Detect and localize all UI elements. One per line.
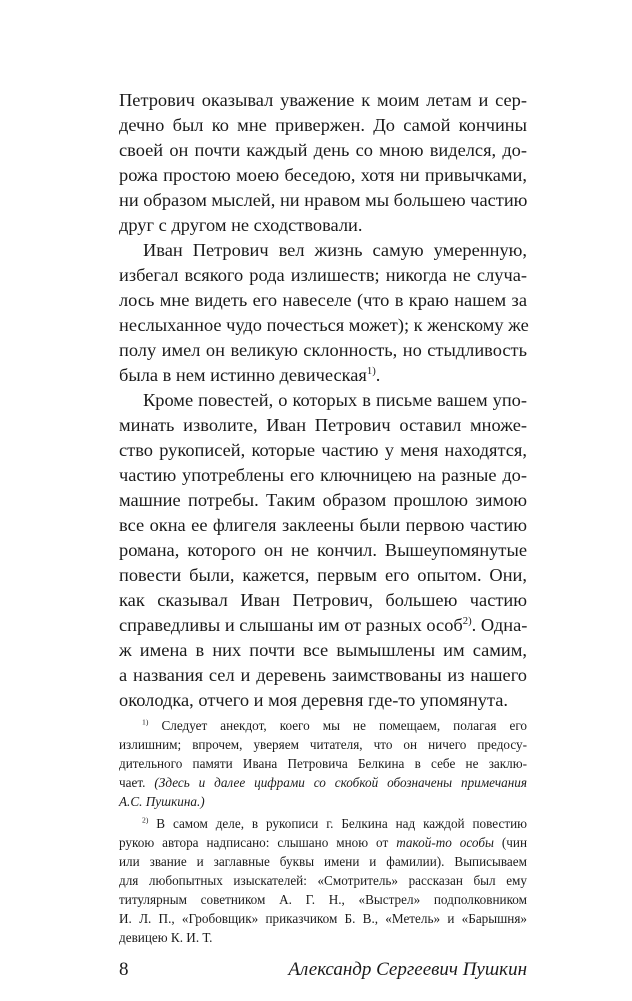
text-segment: рукою автора надписано: слышано мною от <box>119 835 389 850</box>
text-segment: . <box>471 615 477 635</box>
text-line: Иван Петрович вел жизнь самую умеренную, <box>143 240 527 260</box>
footnote-2-line <box>142 814 527 833</box>
text-line: дечно был ко мне привержен. До самой кончины <box>119 115 527 135</box>
text-line: рожа простою моею беседою, хотя ни привычками, <box>119 165 527 185</box>
text-line: полу имел он великую склонность, но стыдливость <box>119 340 527 360</box>
text-line: машние потребы. Таким образом прошлою зимою <box>119 490 527 510</box>
footnote-2-line: девицею К. И. Т. <box>119 930 213 945</box>
text-line: минать изволите, Иван Петрович оставил множе- <box>119 415 527 435</box>
text-line: лось мне видеть его навеселе (что в краю нашем за <box>119 290 527 310</box>
text-segment: была в нем истинно девическая <box>119 365 367 385</box>
footnote-1-line: дительного памяти Ивана Петровича Белкина в себе не заклю- <box>119 756 527 771</box>
text-line: ни образом мыслей, ни нравом мы большею частию <box>119 190 528 210</box>
text-line <box>119 363 527 388</box>
footnote-ref-1[interactable]: 1) <box>366 364 376 377</box>
footnote-2-line: титулярным советником А. Г. Н., «Выстрел» подполковником <box>119 892 527 907</box>
footnote-1-line: излишним; впрочем, уверяем читателя, что он ничего предосу- <box>119 737 527 752</box>
text-line: избегал всякого рода излишеств; никогда не случа- <box>119 265 527 285</box>
footnote-1-line <box>119 773 527 792</box>
footnote-1-line <box>142 716 527 735</box>
text-line: Кроме повестей, о которых в письме вашем упо- <box>143 390 527 410</box>
text-line: а названия сел и деревень заимствованы из нашего <box>119 665 527 685</box>
text-segment: Одна- <box>480 615 528 635</box>
text-segment: В самом деле, в рукописи г. Белкина над каждой повестию <box>156 816 528 831</box>
text-line: романа, которого он не кончил. Вышеупомянутые <box>119 540 527 560</box>
text-line: своей он почти каждый день со мною виделся, до- <box>119 140 527 160</box>
text-line: Петрович оказывал уважение к моим летам и сер- <box>119 90 527 110</box>
text-line: околодка, отчего и моя деревня где-то упомянута. <box>119 690 508 710</box>
text-line: неслыханное чудо почесться может); к женскому же <box>119 315 529 335</box>
footnote-2-marker: 2) <box>142 815 149 825</box>
text-segment: чает. <box>119 775 146 790</box>
text-line: как сказывал Иван Петрович, большею частию <box>119 590 527 610</box>
text-segment: (Здесь и далее цифрами со скобкой обозначены примечания <box>154 775 528 790</box>
footnote-1-line: А.С. Пушкина.) <box>119 794 205 809</box>
text-line <box>119 613 527 638</box>
text-line: ж имена в них почти все вымышлены им самим, <box>119 640 527 660</box>
footnote-2-line <box>119 833 527 852</box>
footnote-1-marker: 1) <box>142 717 149 727</box>
text-line: частию употреблены его ключницею на разные до- <box>119 465 527 485</box>
text-line: друг с другом не сходствовали. <box>119 215 363 235</box>
text-line: ство рукописей, которые частию у меня находятся, <box>119 440 527 460</box>
text-segment: . <box>375 365 381 385</box>
text-segment: такой-то особы <box>396 835 494 850</box>
footnote-2-line: или звание и заглавные буквы имени и фамилии). Выписываем <box>119 854 527 869</box>
text-line: повести были, кажется, первым его опытом. Они, <box>119 565 527 585</box>
text-segment: (чин <box>501 835 527 850</box>
footnote-ref-2[interactable]: 2) <box>462 614 472 627</box>
footnote-2-line: И. Л. П., «Гробовщик» приказчиком Б. В., «Метель» и «Барышня» <box>119 911 527 926</box>
footnote-2-line: для любопытных изыскателей: «Смотритель» рассказан был ему <box>119 873 527 888</box>
page-number: 8 <box>119 959 129 980</box>
running-footer-author: Александр Сергеевич Пушкин <box>288 959 527 980</box>
text-segment: Следует анекдот, коего мы не помещаем, полагая его <box>161 718 527 733</box>
text-line: все окна ее флигеля заклеены были первою частию <box>119 515 527 535</box>
text-segment: справедливы и слышаны им от разных особ <box>119 615 463 635</box>
